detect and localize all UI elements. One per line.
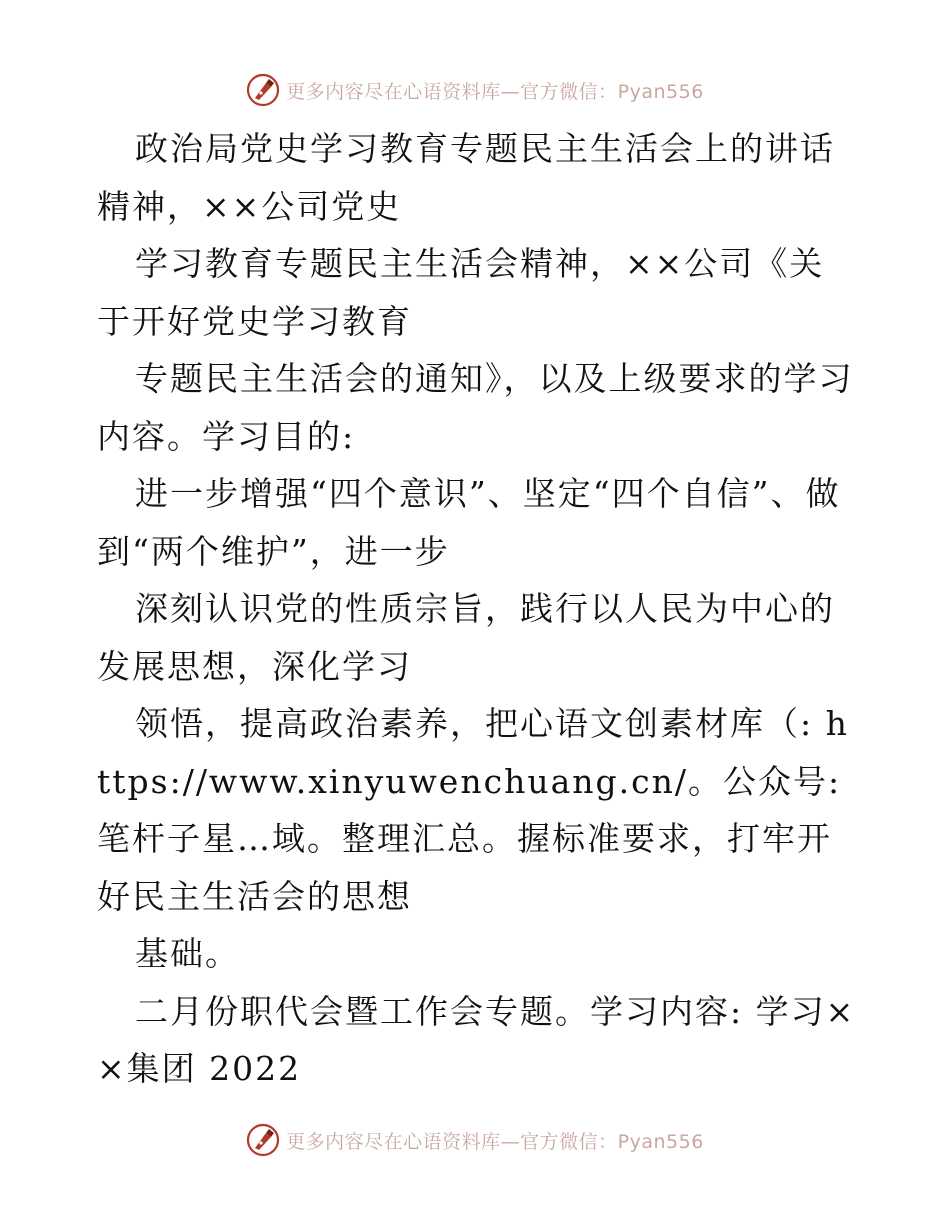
pen-nib-logo-icon: [246, 73, 280, 107]
paragraph: 领悟，提高政治素养，把心语文创素材库（: https://www.xinyuwenchuang.cn/。公众号: 笔杆子星…域。整理汇总。握标准要求，打牢开好民主生活会的思想: [97, 704, 849, 916]
footer-watermark: [0, 1120, 950, 1160]
paragraph: 学习教育专题民主生活会精神，××公司《关于开好党史学习教育: [97, 244, 825, 341]
header-watermark: [0, 70, 950, 110]
document-body: [97, 120, 857, 1098]
paragraph: 基础。: [135, 934, 240, 973]
paragraph: 专题民主生活会的通知》，以及上级要求的学习内容。学习目的:: [97, 359, 854, 456]
watermark-text: 更多内容尽在心语资料库—官方微信：Pyan556: [286, 1130, 704, 1153]
paragraph: 进一步增强“四个意识”、坚定“四个自信”、做到“两个维护”，进一步: [97, 474, 841, 571]
paragraph: 政治局党史学习教育专题民主生活会上的讲话精神，××公司党史: [97, 129, 835, 226]
paragraph: 深刻认识党的性质宗旨，践行以人民为中心的发展思想，深化学习: [97, 589, 835, 686]
paragraph: 二月份职代会暨工作会专题。学习内容: 学习××集团 2022: [97, 991, 856, 1088]
watermark-text: 更多内容尽在心语资料库—官方微信：Pyan556: [286, 80, 704, 103]
pen-nib-logo-icon: [246, 1123, 280, 1157]
